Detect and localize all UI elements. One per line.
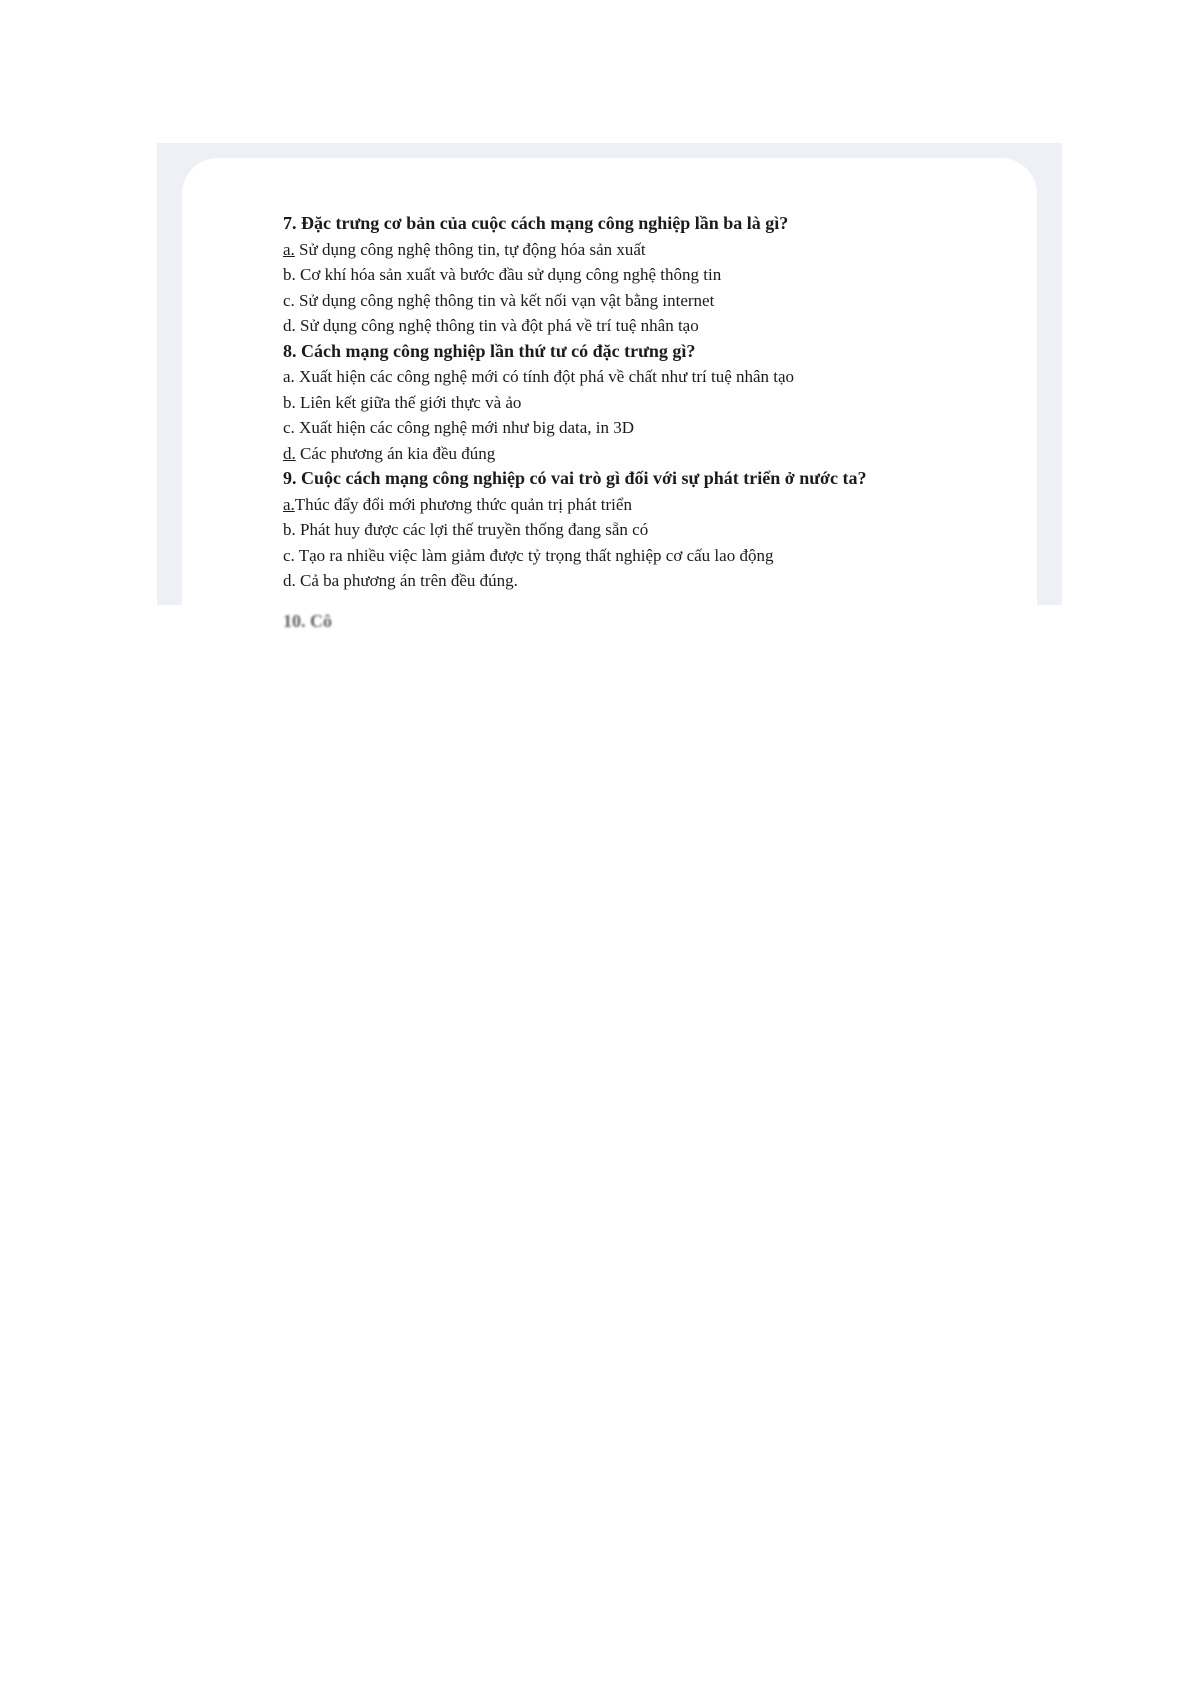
- answer-9a: [283, 492, 1003, 518]
- answer-7b: [283, 262, 1003, 288]
- answer-text: Cơ khí hóa sản xuất và bước đầu sử dụng công nghệ thông tin: [295, 265, 722, 284]
- answer-letter: c.: [283, 418, 295, 437]
- answer-letter-correct: d.: [283, 443, 296, 463]
- answer-7a: [283, 237, 1003, 263]
- answer-text: Xuất hiện các công nghệ mới có tính đột phá về chất như trí tuệ nhân tạo: [294, 367, 795, 386]
- question-10-partial: 10. Cô: [283, 611, 332, 631]
- answer-letter-correct: a.: [283, 494, 295, 514]
- question-9: 9. Cuộc cách mạng công nghiệp có vai trò gì đối với sự phát triển ở nước ta?: [283, 468, 867, 488]
- answer-9d: [283, 568, 1003, 594]
- answer-text: Sử dụng công nghệ thông tin và kết nối vạn vật bằng internet: [294, 290, 715, 310]
- answer-text: Liên kết giữa thế giới thực và ảo: [295, 392, 522, 412]
- answer-text: Sử dụng công nghệ thông tin, tự động hóa sản xuất: [294, 239, 646, 259]
- answer-8a: [283, 364, 1003, 390]
- answer-text: Cả ba phương án trên đều đúng.: [295, 571, 518, 590]
- document-screenshot: [157, 143, 1062, 631]
- answer-letter: c.: [283, 545, 295, 565]
- answer-text: Xuất hiện các công nghệ mới như big data, in 3D: [294, 418, 635, 437]
- answer-text: Sử dụng công nghệ thông tin và đột phá về trí tuệ nhân tạo: [295, 316, 699, 335]
- answer-letter: b.: [283, 265, 296, 284]
- answer-letter-correct: a.: [283, 239, 295, 259]
- answer-letter: b.: [283, 520, 296, 539]
- answer-9c: [283, 543, 1003, 569]
- answer-letter: d.: [283, 316, 296, 335]
- question-7: 7. Đặc trưng cơ bản của cuộc cách mạng công nghiệp lần ba là gì?: [283, 213, 789, 233]
- quiz-content: [283, 211, 1003, 594]
- answer-letter: b.: [283, 392, 296, 412]
- answer-9b: [283, 517, 1003, 543]
- answer-8b: [283, 390, 1003, 416]
- answer-text: Phát huy được các lợi thế truyền thống đang sẵn có: [295, 520, 649, 539]
- answer-letter: d.: [283, 571, 296, 590]
- answer-letter: c.: [283, 290, 295, 310]
- answer-text: Tạo ra nhiều việc làm giảm được tỷ trọng thất nghiệp cơ cấu lao động: [294, 545, 774, 565]
- answer-7c: [283, 288, 1003, 314]
- answer-text: Các phương án kia đều đúng: [295, 443, 496, 463]
- answer-8d: [283, 441, 1003, 467]
- answer-letter: a.: [283, 367, 295, 386]
- question-8: 8. Cách mạng công nghiệp lần thứ tư có đặc trưng gì?: [283, 340, 696, 361]
- answer-8c: [283, 415, 1003, 441]
- answer-7d: [283, 313, 1003, 339]
- answer-text: Thúc đẩy đổi mới phương thức quản trị phát triển: [294, 494, 632, 514]
